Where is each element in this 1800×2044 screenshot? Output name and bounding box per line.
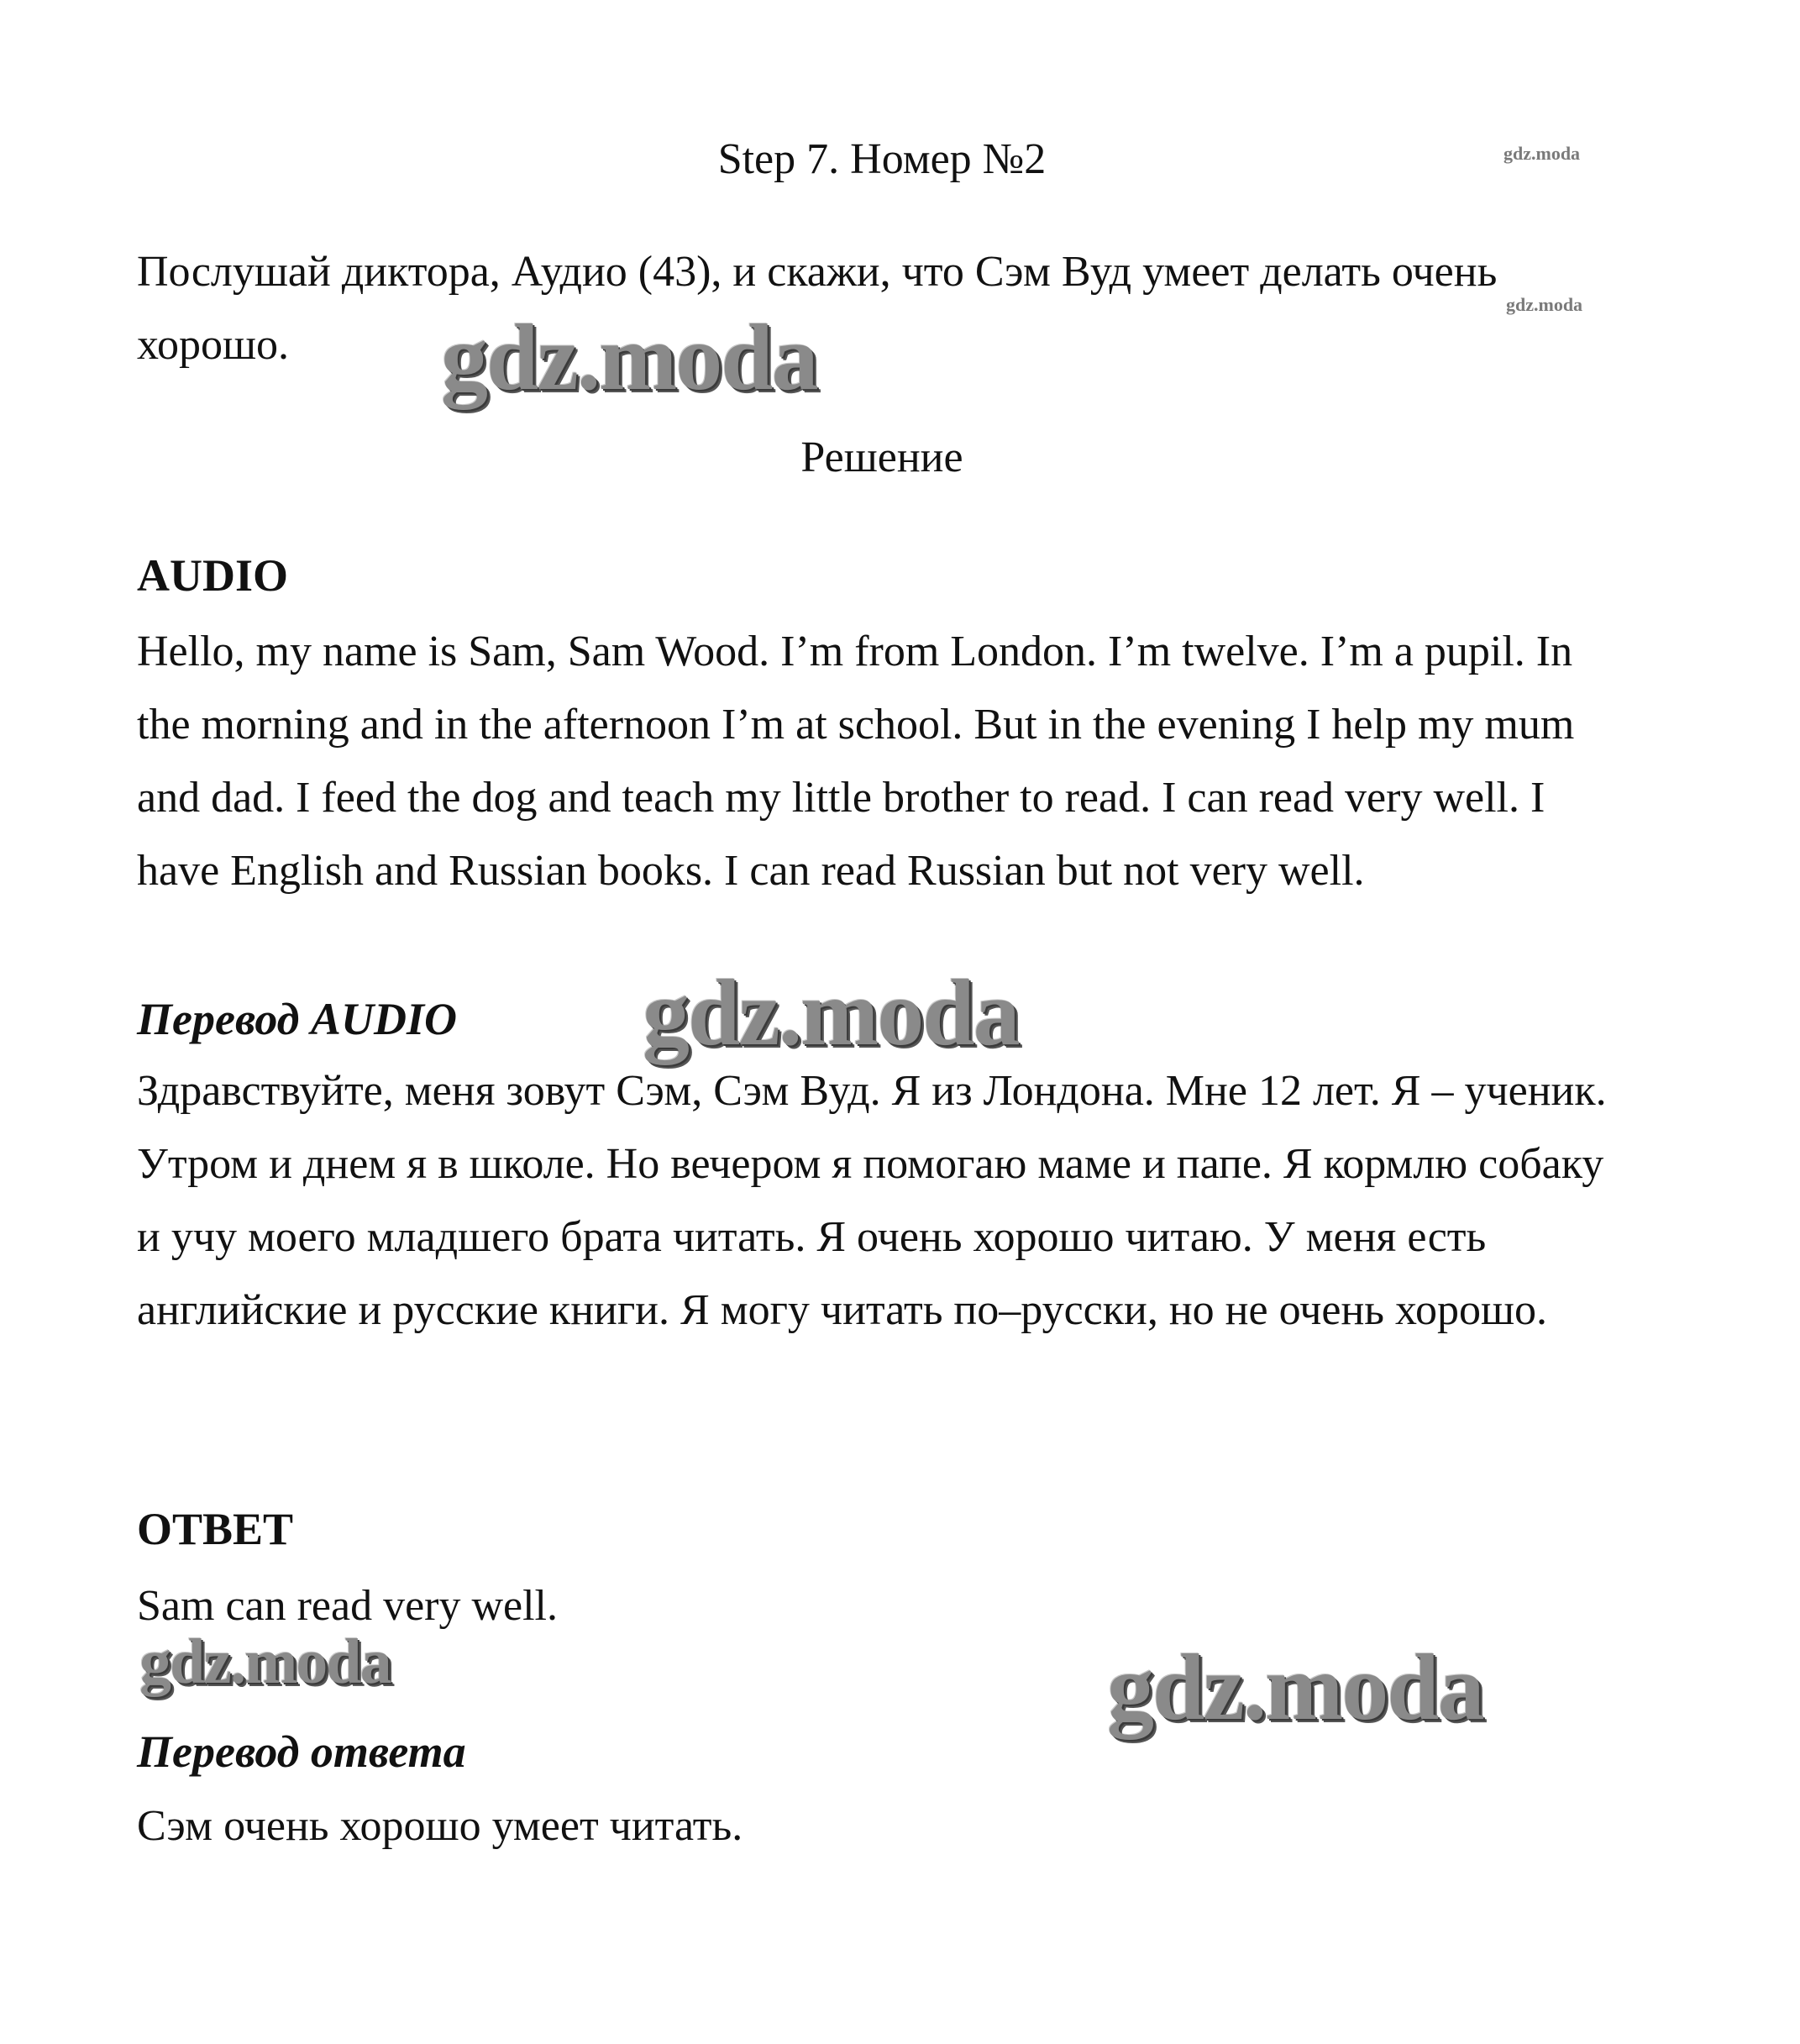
audio-translation-text: Здравствуйте, меня зовут Сэм, Сэм Вуд. Я из Лондона. Мне 12 лет. Я – ученик. Утром и днем я в школе. Но вечером я помогаю маме и папе. Я кормлю собаку и учу моего младшего брата читать. Я очень хорошо читаю. У меня есть английские и русские книги. Я могу читать по–русски, но не очень хорошо. [137,1067,1607,1334]
solution-label: Решение [800,433,963,481]
watermark-logo: gdz.moda [441,306,817,410]
audio-translation-heading: Перевод AUDIO [137,994,457,1044]
audio-heading: AUDIO [137,550,289,601]
audio-text: Hello, my name is Sam, Sam Wood. I’m from London. I’m twelve. I’m a pupil. In the morning and in the afternoon I’m at school. But in the evening I help my mum and dad. I feed the dog and teach my little brother to read. I can read very well. I have English and Russian books. I can read Russian but not very well. [137,628,1575,895]
watermark-logo: gdz.moda [1107,1636,1483,1740]
answer-translation-text: Сэм очень хорошо умеет читать. [137,1802,743,1850]
page-title: Step 7. Номер №2 [717,135,1047,183]
answer-heading: ОТВЕТ [137,1504,294,1554]
answer-translation-heading: Перевод ответа [137,1726,466,1777]
task-text: Послушай диктора, Аудио (43), и скажи, что Сэм Вуд умеет делать очень хорошо. [137,248,1498,369]
watermark-logo: gdz.moda [139,1626,391,1697]
watermark-small: gdz.moda [1506,294,1583,315]
watermark-logo: gdz.moda [643,961,1019,1065]
answer-text: Sam can read very well. [137,1582,559,1630]
watermark-small: gdz.moda [1503,143,1581,164]
